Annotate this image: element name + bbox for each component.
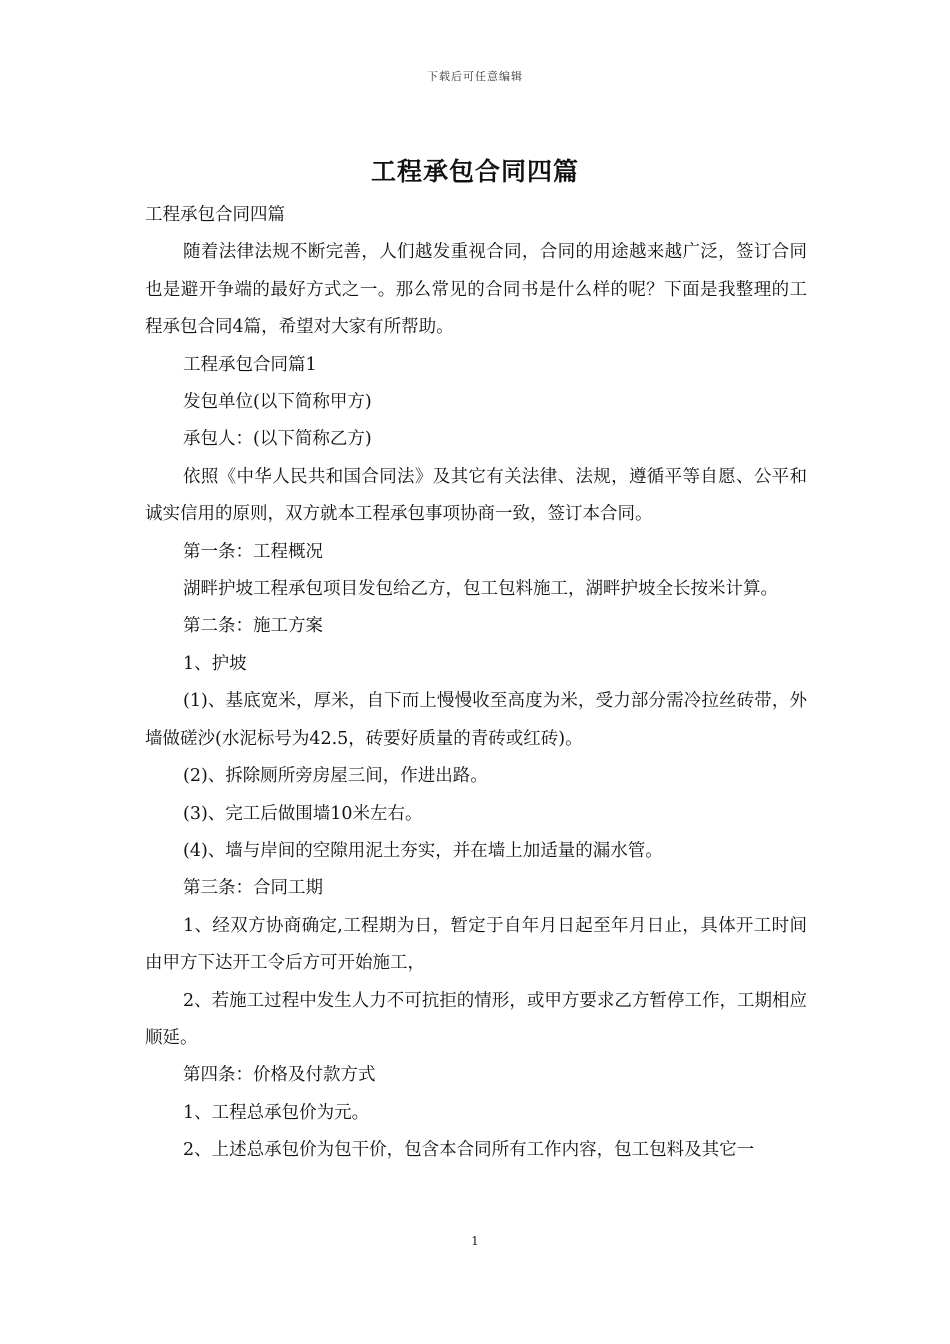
page-number: 1: [471, 1234, 479, 1248]
body-paragraph: 工程承包合同篇1: [183, 354, 317, 375]
body-paragraph: (4)、墙与岸间的空隙用泥土夯实，并在墙上加适量的漏水管。: [183, 840, 663, 861]
body-paragraph: 1、护坡: [183, 653, 247, 674]
body-paragraph: 承包人：(以下简称乙方): [183, 429, 372, 450]
body-paragraph: 随着法律法规不断完善，人们越发重视合同，合同的用途越来越广泛，签订合同也是避开争端的最好方式之一。那么常见的合同书是什么样的呢？下面是我整理的工程承包合同4篇，希望对大家有所帮助。: [145, 242, 807, 338]
body-paragraph: (1)、基底宽米，厚米，自下而上慢慢收至高度为米，受力部分需冷拉丝砖带，外墙做磋沙(水泥标号为42.5，砖要好质量的青砖或红砖)。: [145, 691, 807, 749]
header-note: 下载后可任意编辑: [427, 70, 523, 83]
body-paragraph: 依照《中华人民共和国合同法》及其它有关法律、法规，遵循平等自愿、公平和诚实信用的原则，双方就本工程承包事项协商一致，签订本合同。: [145, 466, 807, 525]
body-paragraph: 2、若施工过程中发生人力不可抗拒的情形，或甲方要求乙方暂停工作，工期相应顺延。: [145, 990, 807, 1048]
body-paragraph: (2)、拆除厕所旁房屋三间，作进出路。: [183, 766, 488, 787]
document-title: 工程承包合同四篇: [370, 157, 579, 186]
body-paragraph: 发包单位(以下简称甲方): [183, 392, 372, 413]
body-paragraph: 湖畔护坡工程承包项目发包给乙方，包工包料施工，湖畔护坡全长按米计算。: [183, 579, 778, 600]
body-paragraph: 第一条：工程概况: [183, 541, 323, 562]
body-paragraph: 1、经双方协商确定,工程期为日，暂定于自年月日起至年月日止，具体开工时间由甲方下达开工令后方可开始施工，: [145, 915, 807, 974]
body-paragraph: 第三条：合同工期: [183, 878, 323, 899]
document-body: [145, 197, 807, 1170]
body-paragraph: 第四条：价格及付款方式: [183, 1065, 376, 1086]
body-paragraph: 1、工程总承包价为元。: [183, 1102, 370, 1123]
body-paragraph: (3)、完工后做围墙10米左右。: [183, 803, 423, 824]
body-paragraph: 工程承包合同四篇: [145, 205, 285, 225]
body-paragraph: 2、上述总承包价为包干价，包含本合同所有工作内容，包工包料及其它一: [183, 1140, 755, 1161]
body-paragraph: 第二条：施工方案: [183, 616, 323, 637]
